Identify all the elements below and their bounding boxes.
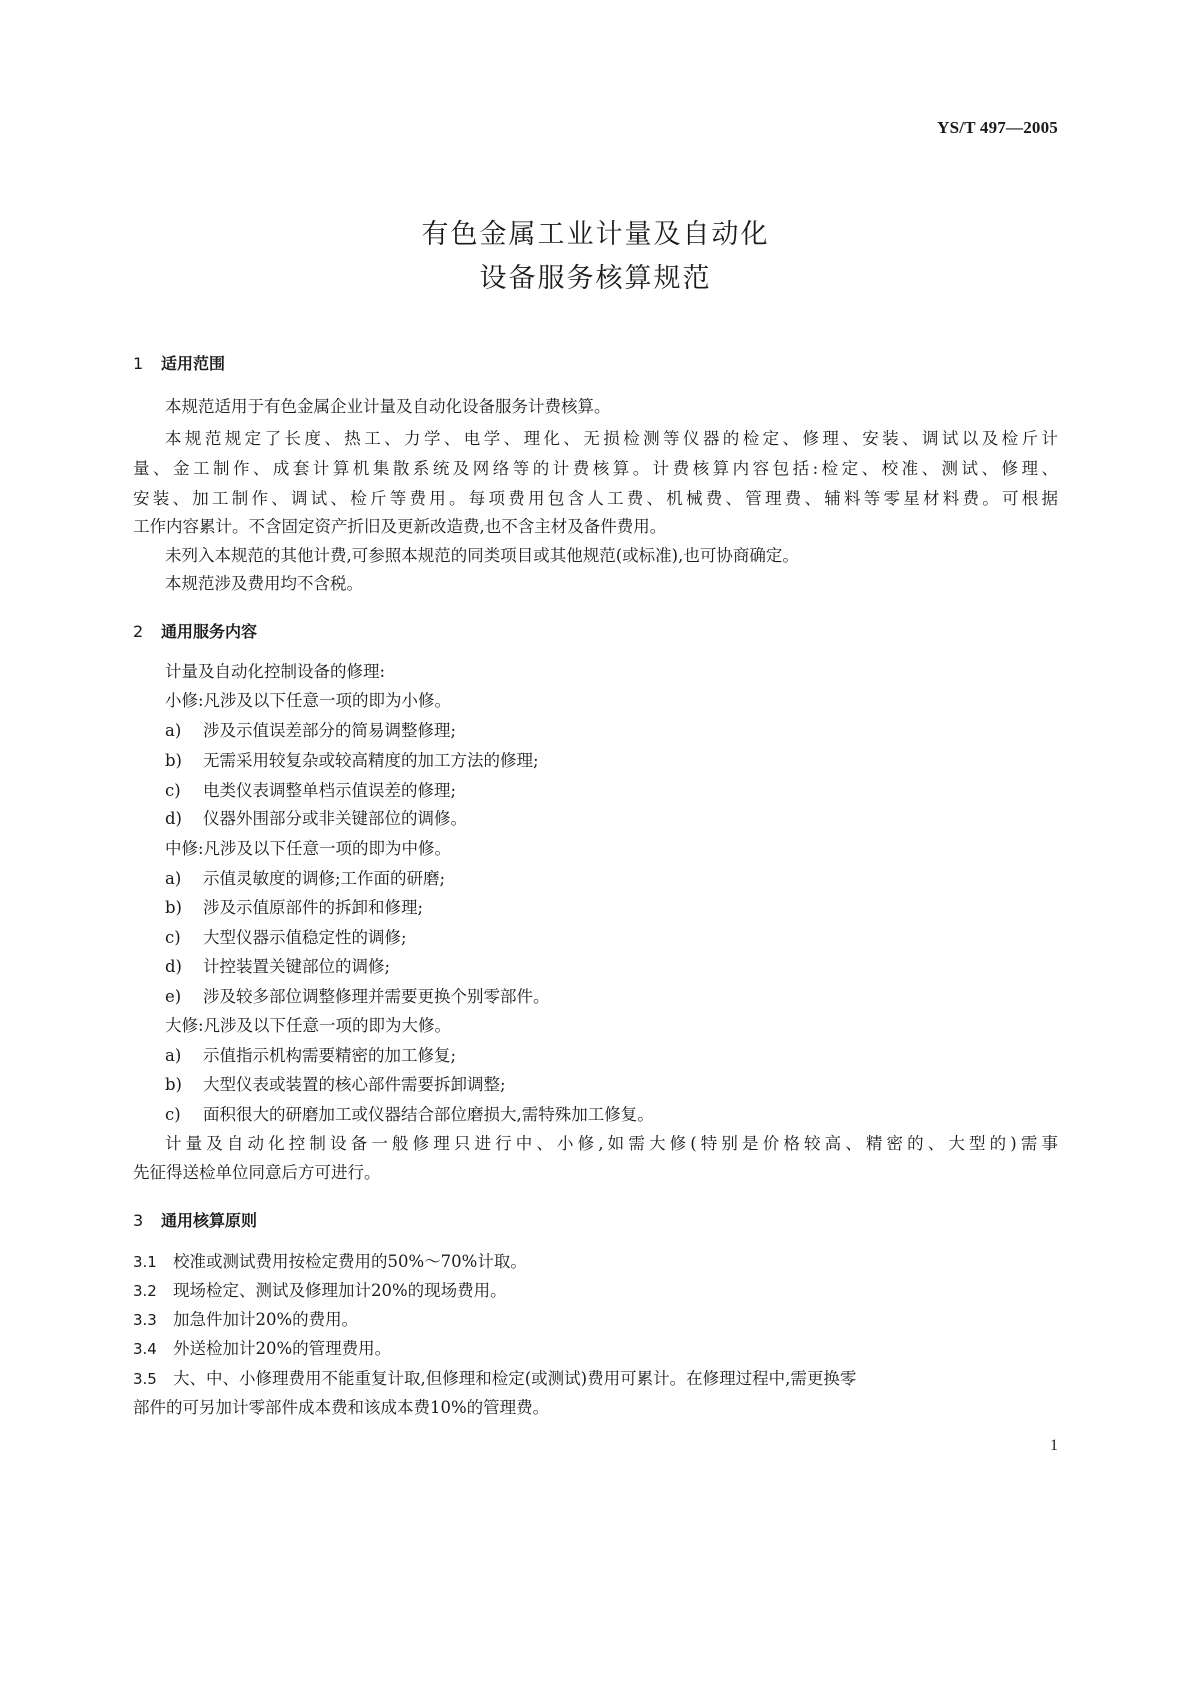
page-number: 1 [1050, 1437, 1058, 1454]
clause [133, 1251, 1058, 1273]
list-item [165, 1074, 1090, 1096]
clause-text: 外送检加计20%的管理费用。 [173, 1339, 392, 1358]
clause-text: 大、中、小修理费用不能重复计取,但修理和检定(或测试)费用可累计。在修理过程中,需更换零 [173, 1369, 857, 1388]
list-item [165, 897, 1090, 919]
section-number: 1 [133, 354, 144, 373]
list-item [165, 750, 1090, 772]
paragraph: 工作内容累计。不含固定资产折旧及更新改造费,也不含主材及备件费用。 [133, 517, 667, 536]
section-3-heading [133, 1208, 257, 1231]
paragraph: 计量及自动化控制设备的修理: [165, 662, 386, 681]
clause [133, 1368, 1058, 1390]
list-label: d) [165, 809, 182, 828]
document-title-line-1: 有色金属工业计量及自动化 [421, 219, 770, 250]
list-label: c) [165, 1105, 181, 1124]
list-item [165, 720, 1090, 742]
list-item [165, 808, 1090, 830]
clause-text: 加急件加计20%的费用。 [173, 1310, 359, 1329]
section-number: 3 [133, 1211, 144, 1230]
document-title-line-2: 设备服务核算规范 [479, 263, 712, 294]
paragraph: 部件的可另加计零部件成本费和该成本费10%的管理费。 [133, 1398, 550, 1417]
list-label: a) [165, 869, 182, 888]
list-item [165, 780, 1090, 802]
clause [133, 1309, 1058, 1331]
list-item [165, 1045, 1090, 1067]
clause-number: 3.4 [133, 1340, 157, 1358]
clause-number: 3.2 [133, 1282, 157, 1300]
list-label: b) [165, 751, 182, 770]
list-text: 仪器外围部分或非关键部位的调修。 [203, 809, 467, 828]
section-title: 适用范围 [161, 354, 226, 373]
clause-text: 校准或测试费用按检定费用的50%～70%计取。 [173, 1252, 527, 1271]
paragraph: 先征得送检单位同意后方可进行。 [133, 1163, 381, 1182]
paragraph: 本规范涉及费用均不含税。 [165, 574, 363, 593]
clause-text: 现场检定、测试及修理加计20%的现场费用。 [173, 1281, 507, 1300]
list-label: c) [165, 781, 181, 800]
clause [133, 1338, 1058, 1360]
list-item [165, 986, 1090, 1008]
list-item [165, 927, 1090, 949]
list-label: a) [165, 721, 182, 740]
section-title: 通用核算原则 [161, 1211, 258, 1230]
list-label: b) [165, 1075, 182, 1094]
section-number: 2 [133, 622, 144, 641]
paragraph: 计量及自动化控制设备一般修理只进行中、小修,如需大修(特别是价格较高、精密的、大型的)需事 [165, 1134, 1058, 1153]
list-label: c) [165, 928, 181, 947]
list-item [165, 1104, 1090, 1126]
section-title: 通用服务内容 [161, 622, 258, 641]
section-1-heading [133, 351, 225, 374]
list-item [165, 956, 1090, 978]
list-label: b) [165, 898, 182, 917]
list-label: a) [165, 1046, 182, 1065]
list-text: 面积很大的研磨加工或仪器结合部位磨损大,需特殊加工修复。 [203, 1105, 654, 1124]
list-item [165, 868, 1090, 890]
paragraph: 量、金工制作、成套计算机集散系统及网络等的计费核算。计费核算内容包括:检定、校准、测试、修理、 [133, 459, 1058, 478]
paragraph: 中修:凡涉及以下任意一项的即为中修。 [165, 839, 452, 858]
paragraph: 本规范规定了长度、热工、力学、电学、理化、无损检测等仪器的检定、修理、安装、调试以及检斤计 [165, 429, 1058, 448]
list-label: e) [165, 987, 182, 1006]
list-text: 大型仪器示值稳定性的调修; [203, 928, 407, 947]
clause-number: 3.3 [133, 1311, 157, 1329]
paragraph: 本规范适用于有色金属企业计量及自动化设备服务计费核算。 [165, 397, 611, 416]
list-label: d) [165, 957, 182, 976]
paragraph: 安装、加工制作、调试、检斤等费用。每项费用包含人工费、机械费、管理费、辅料等零星材料费。可根据 [133, 489, 1058, 508]
list-text: 示值灵敏度的调修;工作面的研磨; [203, 869, 446, 888]
paragraph: 小修:凡涉及以下任意一项的即为小修。 [165, 691, 452, 710]
list-text: 涉及示值原部件的拆卸和修理; [203, 898, 424, 917]
clause-number: 3.1 [133, 1253, 157, 1271]
list-text: 电类仪表调整单档示值误差的修理; [203, 781, 457, 800]
list-text: 示值指示机构需要精密的加工修复; [203, 1046, 457, 1065]
list-text: 计控装置关键部位的调修; [203, 957, 391, 976]
clause [133, 1280, 1058, 1302]
paragraph: 未列入本规范的其他计费,可参照本规范的同类项目或其他规范(或标准),也可协商确定。 [165, 546, 799, 565]
standard-code: YS/T 497—2005 [937, 118, 1058, 137]
list-text: 涉及较多部位调整修理并需要更换个别零部件。 [203, 987, 550, 1006]
paragraph: 大修:凡涉及以下任意一项的即为大修。 [165, 1016, 452, 1035]
list-text: 涉及示值误差部分的简易调整修理; [203, 721, 457, 740]
clause-number: 3.5 [133, 1370, 157, 1388]
list-text: 无需采用较复杂或较高精度的加工方法的修理; [203, 751, 539, 770]
section-2-heading [133, 619, 257, 642]
list-text: 大型仪表或装置的核心部件需要拆卸调整; [203, 1075, 506, 1094]
